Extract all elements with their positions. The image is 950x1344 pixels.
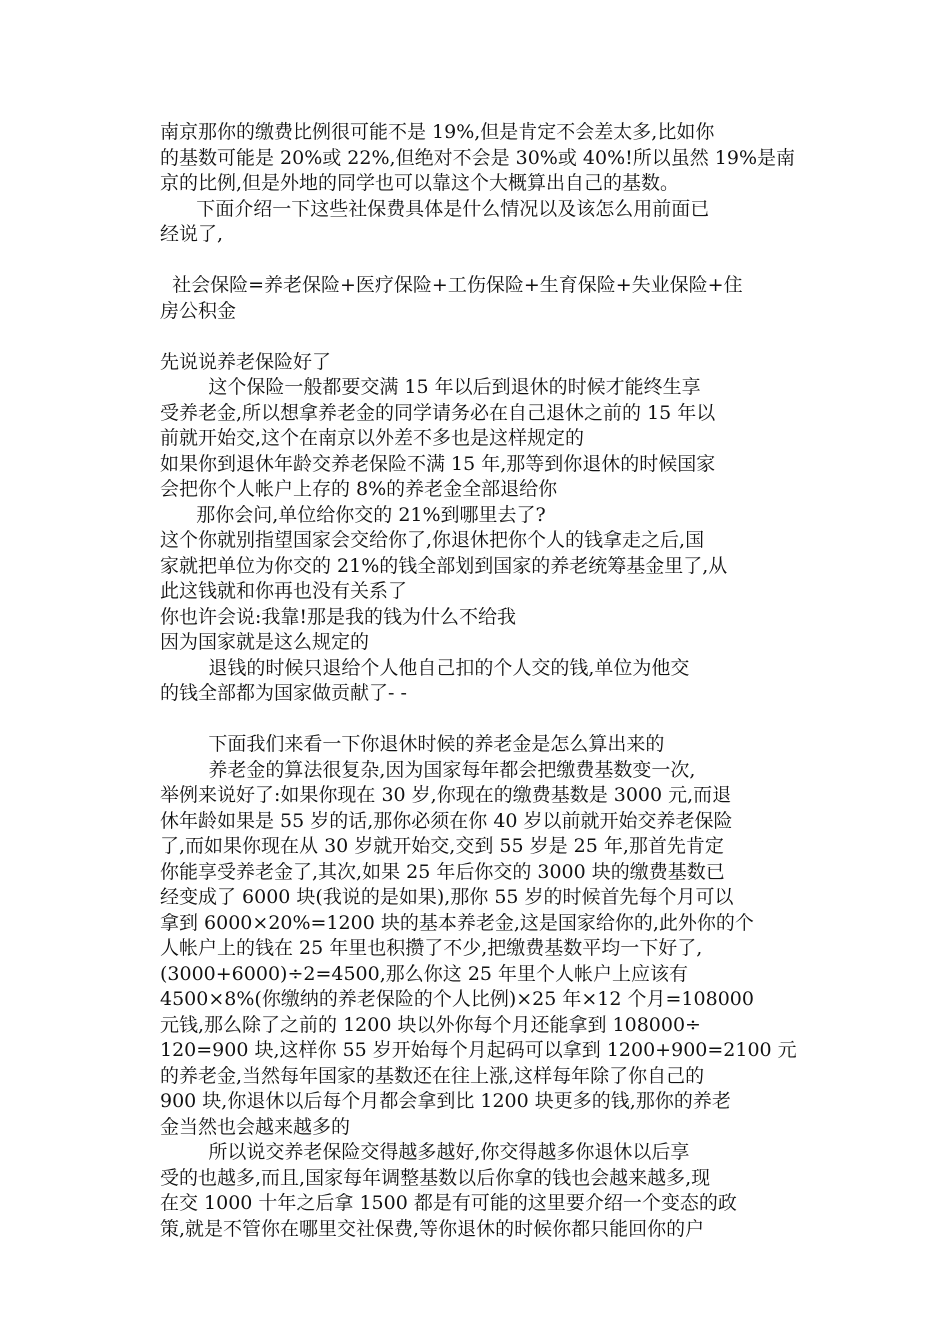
text-line: 先说说养老保险好了	[160, 350, 332, 373]
text-line: 了,而如果你现在从 30 岁就开始交,交到 55 岁是 25 年,那首先肯定	[160, 835, 724, 857]
text-line: 休年龄如果是 55 岁的话,那你必须在你 40 岁以前就开始交养老保险	[160, 809, 733, 832]
text-line: (3000+6000)÷2=4500,那么你这 25 年里个人帐户上应该有	[160, 962, 689, 985]
text-line: 元钱,那么除了之前的 1200 块以外你每个月还能拿到 108000÷	[160, 1013, 701, 1036]
text-line: 房公积金	[160, 299, 237, 322]
text-line: 举例来说好了:如果你现在 30 岁,你现在的缴费基数是 3000 元,而退	[160, 784, 732, 806]
text-line: 家就把单位为你交的 21%的钱全部划到国家的养老统筹基金里了,从	[160, 554, 728, 577]
text-line: 社会保险=养老保险+医疗保险+工伤保险+生育保险+失业保险+住	[160, 274, 743, 296]
text-line: 所以说交养老保险交得越多越好,你交得越多你退休以后享	[160, 1141, 690, 1163]
text-line: 人帐户上的钱在 25 年里也积攒了不少,把缴费基数平均一下好了,	[160, 937, 703, 959]
text-line: 在交 1000 十年之后拿 1500 都是有可能的这里要介绍一个变态的政	[160, 1192, 737, 1214]
text-line: 前就开始交,这个在南京以外差不多也是这样规定的	[160, 427, 585, 449]
text-line: 的养老金,当然每年国家的基数还在往上涨,这样每年除了你自己的	[160, 1064, 705, 1087]
blank-line	[160, 324, 792, 350]
text-line: 你也许会说:我靠!那是我的钱为什么不给我	[160, 605, 517, 628]
text-line: 策,就是不管你在哪里交社保费,等你退休的时候你都只能回你的户	[160, 1217, 705, 1240]
paragraph-block	[160, 350, 792, 707]
text-line: 的基数可能是 20%或 22%,但绝对不会是 30%或 40%!所以虽然 19%是南	[160, 146, 796, 169]
text-line: 拿到 6000×20%=1200 块的基本养老金,这是国家给你的,此外你的个	[160, 911, 754, 934]
text-line: 受的也越多,而且,国家每年调整基数以后你拿的钱也会越来越多,现	[160, 1166, 711, 1189]
text-line: 的钱全部都为国家做贡献了- -	[160, 682, 407, 704]
blank-line	[160, 707, 792, 733]
paragraph-block	[160, 120, 796, 248]
text-line: 这个你就别指望国家会交给你了,你退休把你个人的钱拿走之后,国	[160, 529, 705, 551]
blank-line	[160, 248, 792, 274]
text-line: 120=900 块,这样你 55 岁开始每个月起码可以拿到 1200+900=2100 元	[160, 1039, 797, 1061]
text-line: 那你会问,单位给你交的 21%到哪里去了?	[160, 503, 546, 526]
text-line: 京的比例,但是外地的同学也可以靠这个大概算出自己的基数。	[160, 172, 680, 194]
text-line: 经说了,	[160, 223, 224, 245]
text-line: 经变成了 6000 块(我说的是如果),那你 55 岁的时候首先每个月可以	[160, 886, 734, 908]
text-line: 下面介绍一下这些社保费具体是什么情况以及该怎么用前面已	[160, 197, 710, 220]
text-line: 南京那你的缴费比例很可能不是 19%,但是肯定不会差太多,比如你	[160, 121, 715, 143]
text-line: 会把你个人帐户上存的 8%的养老金全部退给你	[160, 478, 558, 500]
paragraph-block	[160, 273, 792, 324]
text-line: 下面我们来看一下你退休时候的养老金是怎么算出来的	[160, 733, 665, 755]
text-line: 这个保险一般都要交满 15 年以后到退休的时候才能终生享	[160, 376, 701, 398]
text-line: 900 块,你退休以后每个月都会拿到比 1200 块更多的钱,那你的养老	[160, 1090, 731, 1112]
text-line: 金当然也会越来越多的	[160, 1115, 351, 1138]
paragraph-block	[160, 732, 797, 1242]
text-line: 受养老金,所以想拿养老金的同学请务必在自己退休之前的 15 年以	[160, 401, 716, 424]
text-line: 养老金的算法很复杂,因为国家每年都会把缴费基数变一次,	[160, 758, 696, 781]
text-line: 此这钱就和你再也没有关系了	[160, 580, 408, 602]
document-body	[160, 120, 797, 1242]
text-line: 你能享受养老金了,其次,如果 25 年后你交的 3000 块的缴费基数已	[160, 860, 725, 883]
text-line: 如果你到退休年龄交养老保险不满 15 年,那等到你退休的时候国家	[160, 452, 716, 475]
text-line: 因为国家就是这么规定的	[160, 631, 370, 653]
text-line: 退钱的时候只退给个人他自己扣的个人交的钱,单位为他交	[160, 656, 690, 679]
text-line: 4500×8%(你缴纳的养老保险的个人比例)×25 年×12 个月=108000	[160, 988, 754, 1010]
